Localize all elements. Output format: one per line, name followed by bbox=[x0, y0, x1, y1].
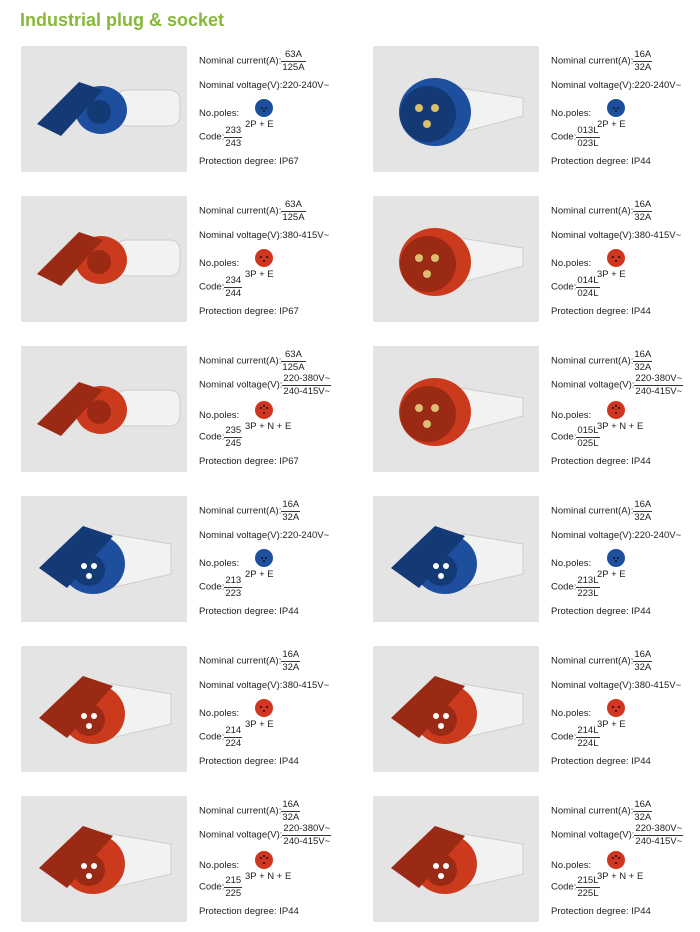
product-card bbox=[21, 46, 361, 176]
fraction bbox=[224, 126, 242, 148]
protection-value: IP67 bbox=[279, 156, 299, 167]
voltage-label: Nominal voltage(V): bbox=[551, 829, 635, 841]
fraction-top: 215 bbox=[225, 875, 242, 886]
fraction bbox=[224, 726, 242, 748]
code-label: Code: bbox=[551, 731, 577, 743]
fraction-top: 16A bbox=[634, 49, 652, 60]
pole-diagram-icon bbox=[255, 699, 273, 717]
product-card bbox=[21, 646, 361, 776]
fraction-top: 235 bbox=[225, 425, 242, 436]
pole-diagram-icon bbox=[607, 249, 625, 267]
fraction-top: 220-380V~ bbox=[635, 373, 683, 384]
protection-row bbox=[199, 607, 299, 617]
fraction-bottom: 224 bbox=[225, 737, 242, 749]
voltage-label: Nominal voltage(V): bbox=[199, 80, 283, 91]
poles-label: No.poles: bbox=[199, 108, 240, 119]
fraction-bottom: 243 bbox=[225, 137, 242, 149]
fraction-top: 16A bbox=[634, 349, 652, 360]
product-card bbox=[373, 646, 700, 776]
voltage-label: Nominal voltage(V): bbox=[551, 379, 635, 391]
fraction bbox=[576, 126, 599, 148]
fraction-top: 16A bbox=[634, 649, 652, 660]
fraction-bottom: 224L bbox=[577, 737, 599, 749]
product-card bbox=[21, 196, 361, 326]
protection-value: IP44 bbox=[631, 456, 651, 467]
protection-label: Protection degree: bbox=[551, 456, 629, 467]
fraction bbox=[281, 50, 305, 72]
fraction-top: 63A bbox=[281, 350, 305, 362]
voltage-label: Nominal voltage(V): bbox=[199, 379, 283, 391]
fraction-bottom: 023L bbox=[577, 137, 599, 149]
product-card bbox=[21, 496, 361, 626]
code-label: Code: bbox=[199, 431, 225, 443]
poles-label: No.poles: bbox=[551, 708, 592, 719]
code-row bbox=[199, 126, 242, 148]
protection-label: Protection degree: bbox=[199, 606, 277, 617]
fraction-top: 234 bbox=[225, 275, 242, 286]
poles-value: 3P + N + E bbox=[597, 421, 644, 432]
current-label: Nominal current(A): bbox=[199, 505, 282, 517]
fraction bbox=[633, 200, 652, 222]
fraction bbox=[633, 350, 652, 372]
protection-label: Protection degree: bbox=[199, 756, 277, 767]
fraction-bottom: 125A bbox=[282, 211, 305, 223]
fraction-top: 16A bbox=[282, 649, 300, 660]
fraction-top: 215L bbox=[577, 875, 599, 886]
fraction-top: 013L bbox=[577, 125, 599, 136]
poles-label: No.poles: bbox=[199, 708, 240, 719]
poles-label: No.poles: bbox=[551, 258, 592, 269]
current-label: Nominal current(A): bbox=[199, 655, 282, 667]
voltage-value: 220-240V~ bbox=[634, 80, 682, 91]
fraction bbox=[633, 50, 652, 72]
current-label: Nominal current(A): bbox=[199, 355, 282, 367]
current-label: Nominal current(A): bbox=[551, 355, 634, 367]
voltage-row bbox=[199, 374, 331, 396]
pole-diagram-icon bbox=[255, 249, 273, 267]
voltage-value: 220-240V~ bbox=[282, 530, 330, 541]
poles-label: No.poles: bbox=[199, 860, 240, 871]
fraction-top: 014L bbox=[577, 275, 599, 286]
fraction-bottom: 240-415V~ bbox=[283, 835, 331, 847]
current-row bbox=[199, 800, 300, 822]
protection-label: Protection degree: bbox=[551, 756, 629, 767]
code-label: Code: bbox=[551, 281, 577, 293]
protection-row bbox=[551, 607, 651, 617]
fraction bbox=[282, 374, 331, 396]
fraction-top: 214 bbox=[225, 725, 242, 736]
fraction bbox=[633, 800, 652, 822]
poles-value: 3P + E bbox=[245, 719, 274, 730]
fraction-bottom: 245 bbox=[225, 437, 242, 449]
voltage-row bbox=[551, 374, 683, 396]
fraction-bottom: 025L bbox=[577, 437, 599, 449]
code-label: Code: bbox=[551, 431, 577, 443]
fraction-bottom: 32A bbox=[634, 361, 652, 373]
voltage-row bbox=[551, 824, 683, 846]
product-card bbox=[373, 46, 700, 176]
poles-label: No.poles: bbox=[199, 558, 240, 569]
current-row bbox=[551, 350, 652, 372]
voltage-label: Nominal voltage(V): bbox=[551, 80, 635, 91]
fraction-top: 16A bbox=[282, 799, 300, 810]
poles-label: No.poles: bbox=[199, 258, 240, 269]
fraction-top: 220-380V~ bbox=[283, 823, 331, 834]
poles-label: No.poles: bbox=[551, 108, 592, 119]
product-photo bbox=[373, 346, 539, 472]
fraction-top: 63A bbox=[281, 50, 305, 62]
fraction-bottom: 32A bbox=[634, 61, 652, 73]
code-row bbox=[551, 726, 600, 748]
protection-label: Protection degree: bbox=[551, 156, 629, 167]
fraction-top: 233 bbox=[225, 125, 242, 136]
code-row bbox=[551, 876, 600, 898]
protection-value: IP44 bbox=[631, 606, 651, 617]
protection-value: IP67 bbox=[279, 456, 299, 467]
fraction-bottom: 125A bbox=[282, 61, 305, 73]
protection-row bbox=[199, 307, 299, 317]
voltage-label: Nominal voltage(V): bbox=[199, 680, 283, 691]
fraction-bottom: 240-415V~ bbox=[635, 385, 683, 397]
code-row bbox=[551, 126, 600, 148]
fraction bbox=[281, 500, 300, 522]
protection-row bbox=[551, 157, 651, 167]
protection-row bbox=[199, 757, 299, 767]
fraction bbox=[224, 876, 242, 898]
pole-diagram-icon bbox=[255, 99, 273, 117]
poles-value: 2P + E bbox=[597, 569, 626, 580]
poles-value: 2P + E bbox=[597, 119, 626, 130]
protection-value: IP44 bbox=[631, 306, 651, 317]
code-label: Code: bbox=[199, 731, 225, 743]
poles-label: No.poles: bbox=[551, 860, 592, 871]
protection-label: Protection degree: bbox=[199, 906, 277, 917]
product-photo bbox=[21, 496, 187, 622]
pole-diagram-icon bbox=[607, 699, 625, 717]
protection-value: IP44 bbox=[631, 756, 651, 767]
product-card bbox=[373, 496, 700, 626]
protection-row bbox=[199, 457, 299, 467]
code-label: Code: bbox=[199, 581, 225, 593]
current-label: Nominal current(A): bbox=[199, 805, 282, 817]
protection-label: Protection degree: bbox=[551, 306, 629, 317]
protection-value: IP44 bbox=[279, 906, 299, 917]
poles-value: 2P + E bbox=[245, 569, 274, 580]
protection-label: Protection degree: bbox=[551, 606, 629, 617]
current-row bbox=[199, 50, 306, 72]
pole-diagram-icon bbox=[607, 99, 625, 117]
code-row bbox=[551, 576, 600, 598]
fraction-top: 220-380V~ bbox=[635, 823, 683, 834]
voltage-value: 220-240V~ bbox=[282, 80, 330, 91]
code-row bbox=[199, 876, 242, 898]
protection-value: IP44 bbox=[631, 906, 651, 917]
current-label: Nominal current(A): bbox=[199, 205, 282, 217]
code-label: Code: bbox=[551, 881, 577, 893]
fraction-top: 213 bbox=[225, 575, 242, 586]
fraction bbox=[281, 800, 300, 822]
fraction-bottom: 32A bbox=[282, 661, 300, 673]
current-label: Nominal current(A): bbox=[551, 805, 634, 817]
fraction-bottom: 240-415V~ bbox=[635, 835, 683, 847]
protection-label: Protection degree: bbox=[199, 306, 277, 317]
pole-diagram-icon bbox=[255, 851, 273, 869]
fraction-top: 213L bbox=[577, 575, 599, 586]
fraction bbox=[281, 200, 305, 222]
voltage-value: 220-240V~ bbox=[634, 530, 682, 541]
pole-diagram-icon bbox=[607, 851, 625, 869]
fraction bbox=[282, 824, 331, 846]
code-row bbox=[199, 726, 242, 748]
voltage-row bbox=[199, 231, 329, 241]
fraction-bottom: 125A bbox=[282, 361, 305, 373]
product-photo bbox=[373, 496, 539, 622]
current-label: Nominal current(A): bbox=[551, 205, 634, 217]
code-label: Code: bbox=[199, 131, 225, 143]
product-photo bbox=[373, 46, 539, 172]
voltage-row bbox=[551, 231, 681, 241]
protection-label: Protection degree: bbox=[551, 906, 629, 917]
poles-value: 3P + N + E bbox=[245, 871, 292, 882]
product-photo bbox=[21, 196, 187, 322]
protection-label: Protection degree: bbox=[199, 456, 277, 467]
code-row bbox=[551, 426, 600, 448]
product-card bbox=[373, 196, 700, 326]
fraction bbox=[576, 276, 599, 298]
fraction-bottom: 223L bbox=[577, 587, 599, 599]
voltage-label: Nominal voltage(V): bbox=[551, 530, 635, 541]
product-card bbox=[373, 796, 700, 926]
pole-diagram-icon bbox=[607, 549, 625, 567]
code-row bbox=[199, 276, 242, 298]
voltage-value: 380-415V~ bbox=[282, 230, 330, 241]
poles-value: 3P + N + E bbox=[245, 421, 292, 432]
current-row bbox=[199, 350, 306, 372]
current-row bbox=[199, 650, 300, 672]
protection-row bbox=[199, 907, 299, 917]
voltage-row bbox=[551, 681, 681, 691]
code-label: Code: bbox=[551, 581, 577, 593]
fraction-bottom: 244 bbox=[225, 287, 242, 299]
fraction-bottom: 223 bbox=[225, 587, 242, 599]
poles-value: 2P + E bbox=[245, 119, 274, 130]
pole-diagram-icon bbox=[255, 401, 273, 419]
fraction-top: 015L bbox=[577, 425, 599, 436]
voltage-row bbox=[199, 681, 329, 691]
fraction-top: 16A bbox=[634, 799, 652, 810]
poles-label: No.poles: bbox=[199, 410, 240, 421]
fraction bbox=[281, 650, 300, 672]
poles-label: No.poles: bbox=[551, 410, 592, 421]
current-row bbox=[199, 200, 306, 222]
protection-value: IP44 bbox=[279, 606, 299, 617]
poles-value: 3P + E bbox=[597, 719, 626, 730]
fraction-bottom: 240-415V~ bbox=[283, 385, 331, 397]
current-label: Nominal current(A): bbox=[551, 55, 634, 67]
voltage-value: 380-415V~ bbox=[282, 680, 330, 691]
fraction-bottom: 225 bbox=[225, 887, 242, 899]
product-photo bbox=[21, 796, 187, 922]
protection-row bbox=[199, 157, 299, 167]
pole-diagram-icon bbox=[255, 549, 273, 567]
product-card bbox=[21, 346, 361, 476]
voltage-row bbox=[551, 531, 681, 541]
voltage-label: Nominal voltage(V): bbox=[551, 680, 635, 691]
code-row bbox=[551, 276, 600, 298]
fraction bbox=[576, 876, 599, 898]
page-title: Industrial plug & socket bbox=[20, 10, 225, 30]
voltage-value: 380-415V~ bbox=[634, 230, 682, 241]
current-row bbox=[551, 800, 652, 822]
fraction-top: 214L bbox=[577, 725, 599, 736]
product-photo bbox=[21, 646, 187, 772]
fraction bbox=[634, 374, 683, 396]
protection-row bbox=[551, 457, 651, 467]
current-row bbox=[199, 500, 300, 522]
voltage-row bbox=[199, 531, 329, 541]
poles-value: 3P + E bbox=[597, 269, 626, 280]
protection-row bbox=[551, 907, 651, 917]
poles-label: No.poles: bbox=[551, 558, 592, 569]
code-label: Code: bbox=[199, 281, 225, 293]
voltage-label: Nominal voltage(V): bbox=[199, 829, 283, 841]
product-photo bbox=[373, 196, 539, 322]
voltage-row bbox=[551, 81, 681, 91]
product-photo bbox=[21, 46, 187, 172]
fraction bbox=[576, 576, 599, 598]
fraction bbox=[633, 650, 652, 672]
fraction bbox=[576, 726, 599, 748]
poles-value: 3P + N + E bbox=[597, 871, 644, 882]
product-photo bbox=[373, 646, 539, 772]
voltage-label: Nominal voltage(V): bbox=[199, 530, 283, 541]
protection-value: IP44 bbox=[279, 756, 299, 767]
fraction bbox=[576, 426, 599, 448]
voltage-label: Nominal voltage(V): bbox=[199, 230, 283, 241]
fraction-bottom: 225L bbox=[577, 887, 599, 899]
protection-label: Protection degree: bbox=[199, 156, 277, 167]
fraction-bottom: 024L bbox=[577, 287, 599, 299]
product-photo bbox=[21, 346, 187, 472]
fraction-top: 16A bbox=[634, 199, 652, 210]
voltage-label: Nominal voltage(V): bbox=[551, 230, 635, 241]
fraction-top: 63A bbox=[281, 200, 305, 212]
fraction-top: 16A bbox=[282, 499, 300, 510]
current-label: Nominal current(A): bbox=[551, 655, 634, 667]
current-row bbox=[551, 500, 652, 522]
product-card bbox=[373, 346, 700, 476]
fraction-bottom: 32A bbox=[634, 211, 652, 223]
fraction-bottom: 32A bbox=[282, 511, 300, 523]
current-row bbox=[551, 650, 652, 672]
pole-diagram-icon bbox=[607, 401, 625, 419]
code-label: Code: bbox=[199, 881, 225, 893]
current-label: Nominal current(A): bbox=[199, 55, 282, 67]
fraction-bottom: 32A bbox=[634, 511, 652, 523]
code-row bbox=[199, 426, 242, 448]
fraction-bottom: 32A bbox=[282, 811, 300, 823]
product-photo bbox=[373, 796, 539, 922]
protection-row bbox=[551, 307, 651, 317]
voltage-row bbox=[199, 81, 329, 91]
protection-value: IP44 bbox=[631, 156, 651, 167]
current-label: Nominal current(A): bbox=[551, 505, 634, 517]
current-row bbox=[551, 200, 652, 222]
fraction bbox=[224, 276, 242, 298]
voltage-row bbox=[199, 824, 331, 846]
code-row bbox=[199, 576, 242, 598]
fraction-top: 220-380V~ bbox=[283, 373, 331, 384]
fraction bbox=[224, 426, 242, 448]
voltage-value: 380-415V~ bbox=[634, 680, 682, 691]
fraction-bottom: 32A bbox=[634, 661, 652, 673]
fraction bbox=[633, 500, 652, 522]
product-card bbox=[21, 796, 361, 926]
protection-value: IP67 bbox=[279, 306, 299, 317]
current-row bbox=[551, 50, 652, 72]
fraction bbox=[224, 576, 242, 598]
code-label: Code: bbox=[551, 131, 577, 143]
fraction-bottom: 32A bbox=[634, 811, 652, 823]
fraction bbox=[634, 824, 683, 846]
fraction-top: 16A bbox=[634, 499, 652, 510]
fraction bbox=[281, 350, 305, 372]
protection-row bbox=[551, 757, 651, 767]
poles-value: 3P + E bbox=[245, 269, 274, 280]
